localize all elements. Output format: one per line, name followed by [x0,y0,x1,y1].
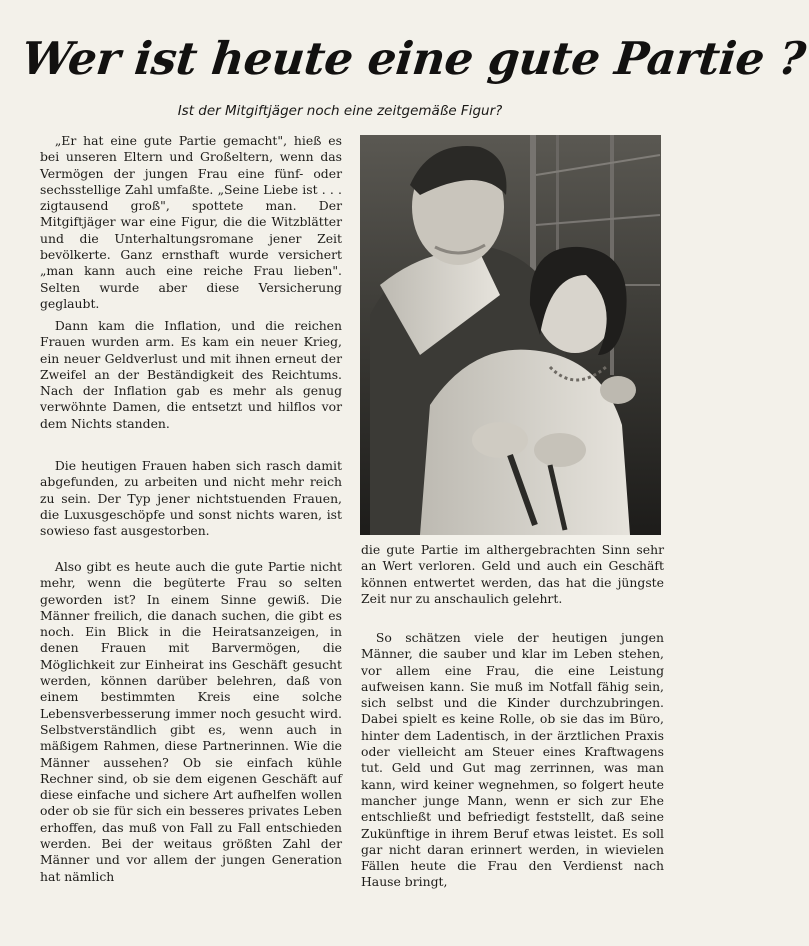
couple-photo-illustration [360,135,661,535]
paragraph-4: Also gibt es heute auch die gute Partie nicht mehr, wenn die begüterte Frau so selten geworden ist? In einem Sinne gewiß. Die Männer freilich, die danach suchen, die gibt es noch. Ein Blick in die Heiratsanzeigen, in denen Frauen mit Barvermögen, die Möglichkeit zur Einheirat ins Geschäft gesucht werden, können darüber belehren, daß von einem bestimmten Kreis eine solche Lebensverbesserung immer noch gesucht wird. Selbstverständlich gibt es, wenn auch in mäßigem Rahmen, diese Partnerinnen. Wie die Männer aussehen? Ob sie einfach kühle Rechner sind, ob sie dem eigenen Geschäft auf diese einfache und sichere Art aufhelfen wollen oder ob sie für sich ein besseres privates Leben erhoffen, das muß von Fall zu Fall entschieden werden. Bei der weitaus größten Zahl der Männer und vor allem der jungen Generation hat nämlich [40,559,342,884]
paragraph-1: „Er hat eine gute Partie gemacht", hieß es bei unseren Eltern und Großeltern, wenn das Vermögen der jungen Frau eine fünf- oder sechsstellige Zahl umfaßte. „Seine Liebe ist . . . zigtausend groß", spottete man. Der Mitgiftjäger war eine Figur, die die Witzblätter und die Unterhaltungsromane jener Zeit bevölkerte. Ganz ernsthaft wurde versichert „man kann auch eine reiche Frau lieben". Selten wurde aber diese Versicherung geglaubt. [40,133,342,311]
paragraph-6: So schätzen viele der heutigen jungen Männer, die sauber und klar im Leben stehen, vor allem eine Frau, die eine Leistung aufweisen kann. Sie muß im Notfall fähig sein, sich selbst und die Kinder durchzubringen. Dabei spielt es keine Rolle, ob sie das im Büro, hinter dem Ladentisch, in der ärztlichen Praxis oder vielleicht am Steuer eines Kraftwagens tut. Geld und Gut mag zerrinnen, was man kann, wird keiner wegnehmen, so folgert heute mancher junge Mann, wenn er sich zur Ehe entschließt und befriedigt feststellt, daß seine Zukünftige in ihrem Beruf etwas leistet. Es soll gar nicht daran erinnert werden, in wievielen Fällen heute die Frau den Verdienst nach Hause bringt, [361,630,664,890]
paragraph-2: Dann kam die Inflation, und die reichen Frauen wurden arm. Es kam ein neuer Krieg, ein neuer Geldverlust und mit ihnen erneut der Zweifel an der Beständigkeit des Reichtums. Nach der Inflation gab es mehr als genug verwöhnte Damen, die entsetzt und hilflos vor dem Nichts standen. [40,318,342,431]
article-headline: Wer ist heute eine gute Partie ? [19,32,808,85]
article-subheadline: Ist der Mitgiftjäger noch eine zeitgemäße Figur? [177,103,503,119]
couple-photograph [360,135,661,535]
paragraph-5: die gute Partie im althergebrachten Sinn sehr an Wert verloren. Geld und auch ein Geschäft können entwertet werden, das hat die jüngste Zeit nur zu anschaulich gelehrt. [361,542,664,606]
paragraph-3: Die heutigen Frauen haben sich rasch damit abgefunden, zu arbeiten und nicht mehr reich zu sein. Der Typ jener nichtstuenden Frauen, die Luxusgeschöpfe und sonst nichts waren, ist sowieso fast ausgestorben. [40,458,342,539]
